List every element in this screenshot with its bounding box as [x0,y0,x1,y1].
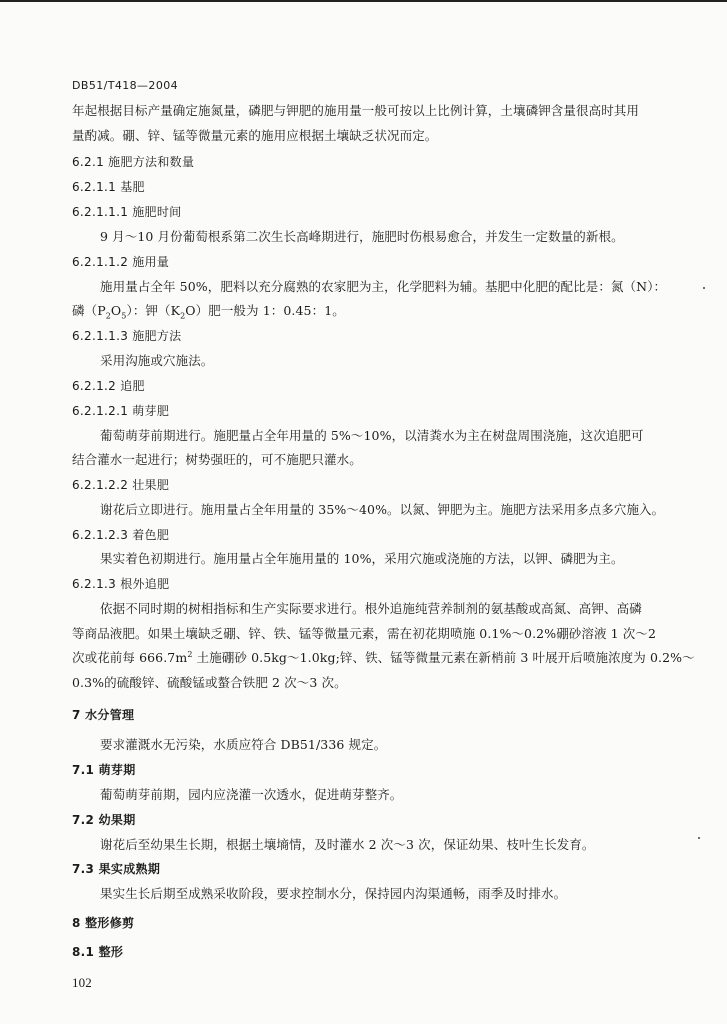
top-border-line [0,0,727,2]
section-heading: 6.2.1.2.2 壮果肥 [72,478,170,492]
paragraph-line: 谢花后至幼果生长期，根据土壤墒情，及时灌水 2 次～3 次，保证幼果、枝叶生长发育。 [100,837,595,852]
paragraph-line: 结合灌水一起进行；树势强旺的，可不施肥只灌水。 [72,452,362,467]
paragraph-line: 果实着色初期进行。施用量占全年施用量的 10%，采用穴施或浇施的方法，以钾、磷肥为主。 [100,551,624,566]
page-number: 102 [72,975,92,990]
document-code: DB51/T418—2004 [72,79,179,92]
section-heading: 6.2.1.2 追肥 [72,379,145,393]
paragraph-line: 9 月～10 月份葡萄根系第二次生长高峰期进行，施肥时伤根易愈合，并发生一定数量的新根。 [100,229,624,244]
scan-speck [698,837,700,839]
paragraph-line: 采用沟施或穴施法。 [100,353,214,368]
paragraph-line: 施用量占全年 50%，肥料以充分腐熟的农家肥为主，化学肥料为辅。基肥中化肥的配比是：氮（N）： [100,279,667,294]
paragraph-line: 量酌减。硼、锌、锰等微量元素的施用应根据土壤缺乏状况而定。 [72,128,438,143]
paragraph-line: 等商品液肥。如果土壤缺乏硼、锌、铁、锰等微量元素，需在初花期喷施 0.1%～0.2%硼砂溶液 1 次～2 [72,626,657,641]
paragraph-line: 葡萄萌芽前期，园内应浇灌一次透水，促进萌芽整齐。 [100,787,403,802]
paragraph-line: 次或花前每 $666.7m^2$ 土施硼砂 0.5kg～1.0kg;锌、铁、锰等微量元素在新梢前 3 叶展开后喷施浓度为 0.2%～ [72,649,695,665]
paragraph-line: 果实生长后期至成熟采收阶段，要求控制水分，保持园内沟渠通畅，雨季及时排水。 [100,886,567,901]
section-heading: 6.2.1.1 基肥 [72,180,145,194]
paragraph-line: 0.3%的硫酸锌、硫酸锰或螯合铁肥 2 次～3 次。 [72,675,347,690]
section-heading: 6.2.1.3 根外追肥 [72,577,170,591]
section-heading: 7.3 果实成熟期 [72,862,161,876]
section-heading: 6.2.1.2.3 着色肥 [72,528,170,542]
section-heading: 8.1 整形 [72,945,124,959]
paragraph-line: 年起根据目标产量确定施氮量，磷肥与钾肥的施用量一般可按以上比例计算，土壤磷钾含量很高时其用 [72,103,640,118]
chapter-heading: 7 水分管理 [72,708,135,722]
paragraph-line: 葡萄萌芽前期进行。施肥量占全年用量的 5%～10%，以清粪水为主在树盘周围浇施，这次追肥可 [100,428,644,443]
paragraph-line: 谢花后立即进行。施用量占全年用量的 35%～40%。以氮、钾肥为主。施肥方法采用多点多穴施入。 [100,502,665,517]
section-heading: 6.2.1.1.1 施肥时间 [72,205,182,219]
chapter-heading: 8 整形修剪 [72,916,135,930]
section-heading: 6.2.1.1.3 施肥方法 [72,329,182,343]
section-heading: 7.2 幼果期 [72,813,136,827]
section-heading: 7.1 萌芽期 [72,763,136,777]
section-heading: 6.2.1 施肥方法和数量 [72,155,195,169]
paragraph-line: 要求灌溉水无污染，水质应符合 DB51/336 规定。 [100,737,387,752]
paragraph-line: 依据不同时期的树相指标和生产实际要求进行。根外追施纯营养制剂的氨基酸或高氮、高钾、高磷 [100,601,642,616]
scan-speck [703,287,705,289]
section-heading: 6.2.1.2.1 萌芽肥 [72,404,170,418]
paragraph-line: 磷$(P_2O_5)$：钾$(K_2O)$肥一般为 1：0.45：1。 [72,303,345,321]
section-heading: 6.2.1.1.2 施用量 [72,255,170,269]
